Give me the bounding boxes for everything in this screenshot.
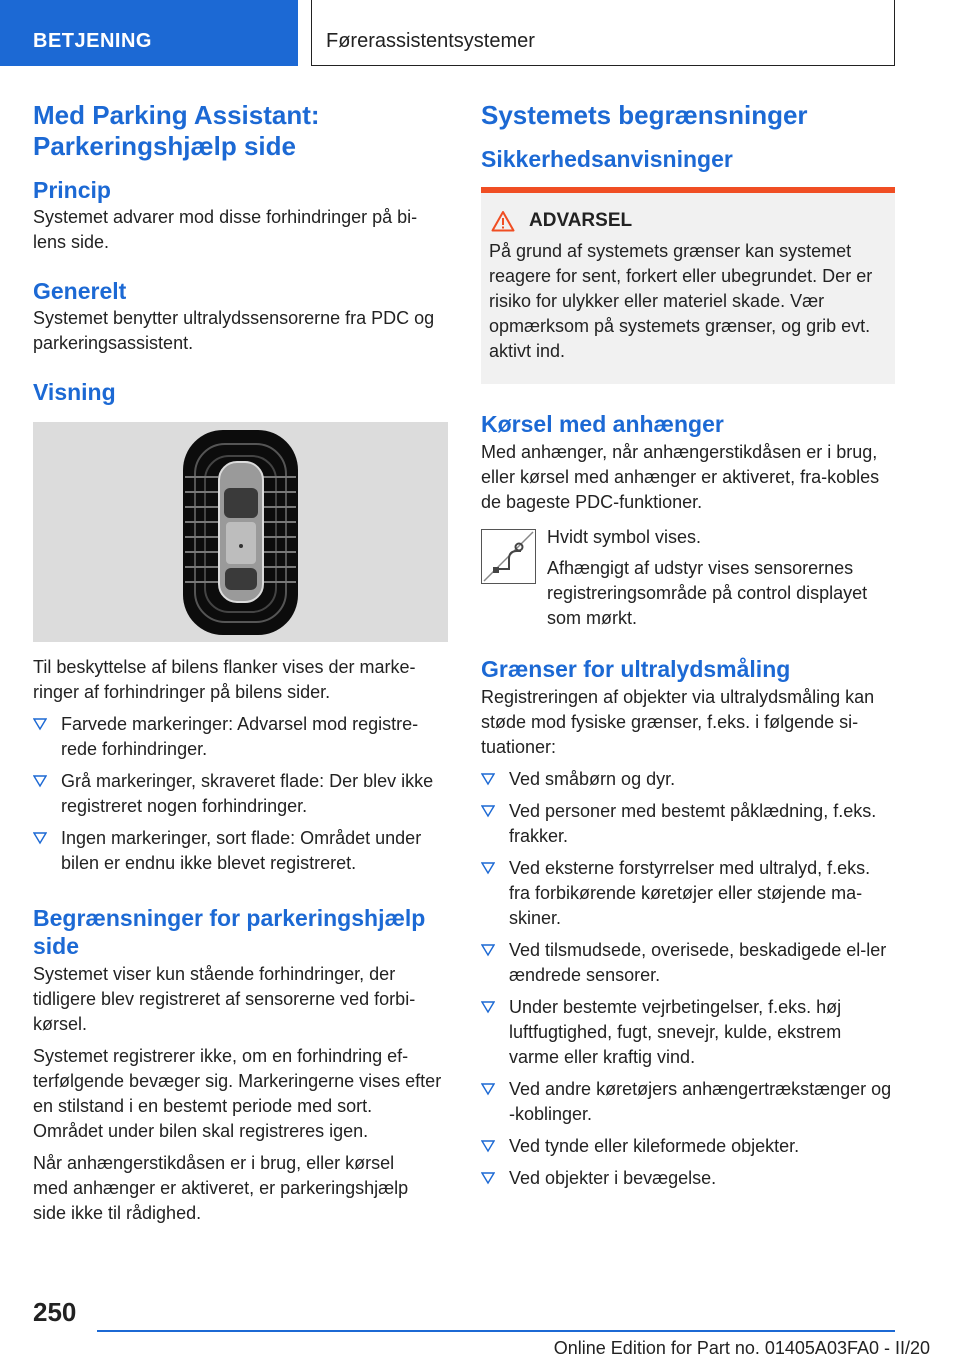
- list-item: [481, 995, 895, 1070]
- symbol-description: Afhængigt af udstyr vises sensorernes registreringsområde på control displayet som mørkt.: [547, 558, 868, 628]
- symbol-line: Hvidt symbol vises.: [547, 527, 702, 547]
- parking-view-figure: [33, 422, 448, 642]
- list-item-text: Ved eksterne forstyrrelser med ultralyd, f.eks. fra forbikørende køretøjer eller støjende ma-skiner.: [509, 858, 871, 928]
- triangle-bullet-icon: [481, 1078, 495, 1098]
- edition-footer: Online Edition for Part no. 01405A03FA0 - II/20: [553, 1338, 930, 1358]
- limits-paragraph: Systemet viser kun stående forhindringer, der tidligere blev registreret af sensorerne ved forbi-kørsel.: [33, 964, 416, 1034]
- list-item: [481, 799, 895, 849]
- visning-heading: Visning: [33, 379, 116, 405]
- trailer-text: Med anhænger, når anhængerstikdåsen er i brug, eller kørsel med anhænger er aktiveret, fra-kobles de bageste PDC-funktioner.: [481, 442, 880, 512]
- list-item-text: Under bestemte vejrbetingelser, f.eks. høj luftfugtighed, fugt, snevejr, kulde, ekstrem varme eller kraftig vind.: [509, 997, 842, 1067]
- list-item-text: Ved tynde eller kileformede objekter.: [509, 1136, 800, 1156]
- list-item: [481, 767, 895, 792]
- triangle-bullet-icon: [481, 996, 495, 1016]
- list-item-text: Ved småbørn og dyr.: [509, 769, 676, 789]
- list-item-text: Ingen markeringer, sort flade: Området under bilen er endnu ikke blevet registreret.: [61, 828, 422, 873]
- trailer-symbol-text: [547, 525, 892, 631]
- trailer-symbol-row: [481, 525, 895, 631]
- triangle-bullet-icon: [481, 857, 495, 877]
- list-item: [481, 1134, 895, 1159]
- list-item: [33, 769, 448, 819]
- left-column: [33, 100, 448, 1226]
- princip-text: Systemet advarer mod disse forhindringer på bi-lens side.: [33, 207, 418, 252]
- list-item-text: Ved objekter i bevægelse.: [509, 1168, 717, 1188]
- princip-heading: Princip: [33, 177, 111, 203]
- list-item-text: Ved tilsmudsede, overisede, beskadigede el-ler ændrede sensorer.: [509, 940, 887, 985]
- warning-triangle-icon: [491, 210, 515, 232]
- system-limits-title: Systemets begrænsninger: [481, 100, 808, 130]
- right-column: [481, 100, 895, 1191]
- list-item: [33, 826, 448, 876]
- chapter-title: Førerassistentsystemer: [311, 0, 895, 66]
- triangle-bullet-icon: [33, 770, 47, 790]
- triangle-bullet-icon: [33, 713, 47, 733]
- generelt-text: Systemet benytter ultralydssensorerne fra PDC og parkeringsassistent.: [33, 308, 435, 353]
- section-tab: BETJENING: [0, 0, 298, 66]
- triangle-bullet-icon: [481, 800, 495, 820]
- footer-divider: [97, 1330, 895, 1332]
- warning-title-row: [489, 209, 887, 233]
- parking-assistant-title: Med Parking Assistant: Parkeringshjælp side: [33, 100, 320, 161]
- trailer-heading: Kørsel med anhænger: [481, 411, 724, 437]
- list-item-text: Ved andre køretøjers anhængertrækstænger og -koblinger.: [509, 1079, 892, 1124]
- limits-paragraph: Når anhængerstikdåsen er i brug, eller kørsel med anhænger er aktiveret, er parkeringshjælp side ikke til rådighed.: [33, 1153, 409, 1223]
- ultrasound-text: Registreringen af objekter via ultralydsmåling kan støde mod fysiske grænser, f.eks. i følgende si-tuationer:: [481, 687, 875, 757]
- warning-title: ADVARSEL: [529, 210, 633, 231]
- list-item-text: Grå markeringer, skraveret flade: Der blev ikke registreret nogen forhindringer.: [61, 771, 434, 816]
- parking-view-display-icon: [33, 422, 448, 642]
- warning-text: På grund af systemets grænser kan systemet reagere for sent, forkert eller ubegrundet. Der er risiko for ulykker eller materiel skade. Vær opmærksom på systemets grænser, og grib evt. aktivt ind.: [489, 241, 873, 361]
- list-item: [481, 1166, 895, 1191]
- generelt-heading: Generelt: [33, 278, 127, 304]
- list-item-text: Farvede markeringer: Advarsel mod registre-rede forhindringer.: [61, 714, 419, 759]
- ultrasound-bullet-list: [481, 767, 895, 1191]
- ultrasound-heading: Grænser for ultralydsmåling: [481, 656, 791, 682]
- warning-box: [481, 187, 895, 384]
- visning-bullet-list: [33, 712, 448, 876]
- safety-heading: Sikkerhedsanvisninger: [481, 146, 733, 172]
- triangle-bullet-icon: [481, 939, 495, 959]
- list-item: [481, 938, 895, 988]
- triangle-bullet-icon: [481, 1167, 495, 1187]
- visning-caption: Til beskyttelse af bilens flanker vises der marke-ringer af forhindringer på bilens sider.: [33, 657, 416, 702]
- limits-heading: Begrænsninger for parkeringshjælp side: [33, 905, 426, 959]
- triangle-bullet-icon: [481, 768, 495, 788]
- list-item: [481, 856, 895, 931]
- list-item: [481, 1077, 895, 1127]
- page-number: 250: [33, 1297, 77, 1327]
- limits-paragraph: Systemet registrerer ikke, om en forhindring ef-terfølgende bevæger sig. Markeringerne vises efter en stilstand i en bestemt periode med sort. Området under bilen skal registreres igen.: [33, 1046, 442, 1141]
- triangle-bullet-icon: [481, 1135, 495, 1155]
- triangle-bullet-icon: [33, 827, 47, 847]
- list-item: [33, 712, 448, 762]
- list-item-text: Ved personer med bestemt påklædning, f.eks. frakker.: [509, 801, 877, 846]
- trailer-hitch-icon: [481, 529, 536, 584]
- page-header: [0, 0, 960, 70]
